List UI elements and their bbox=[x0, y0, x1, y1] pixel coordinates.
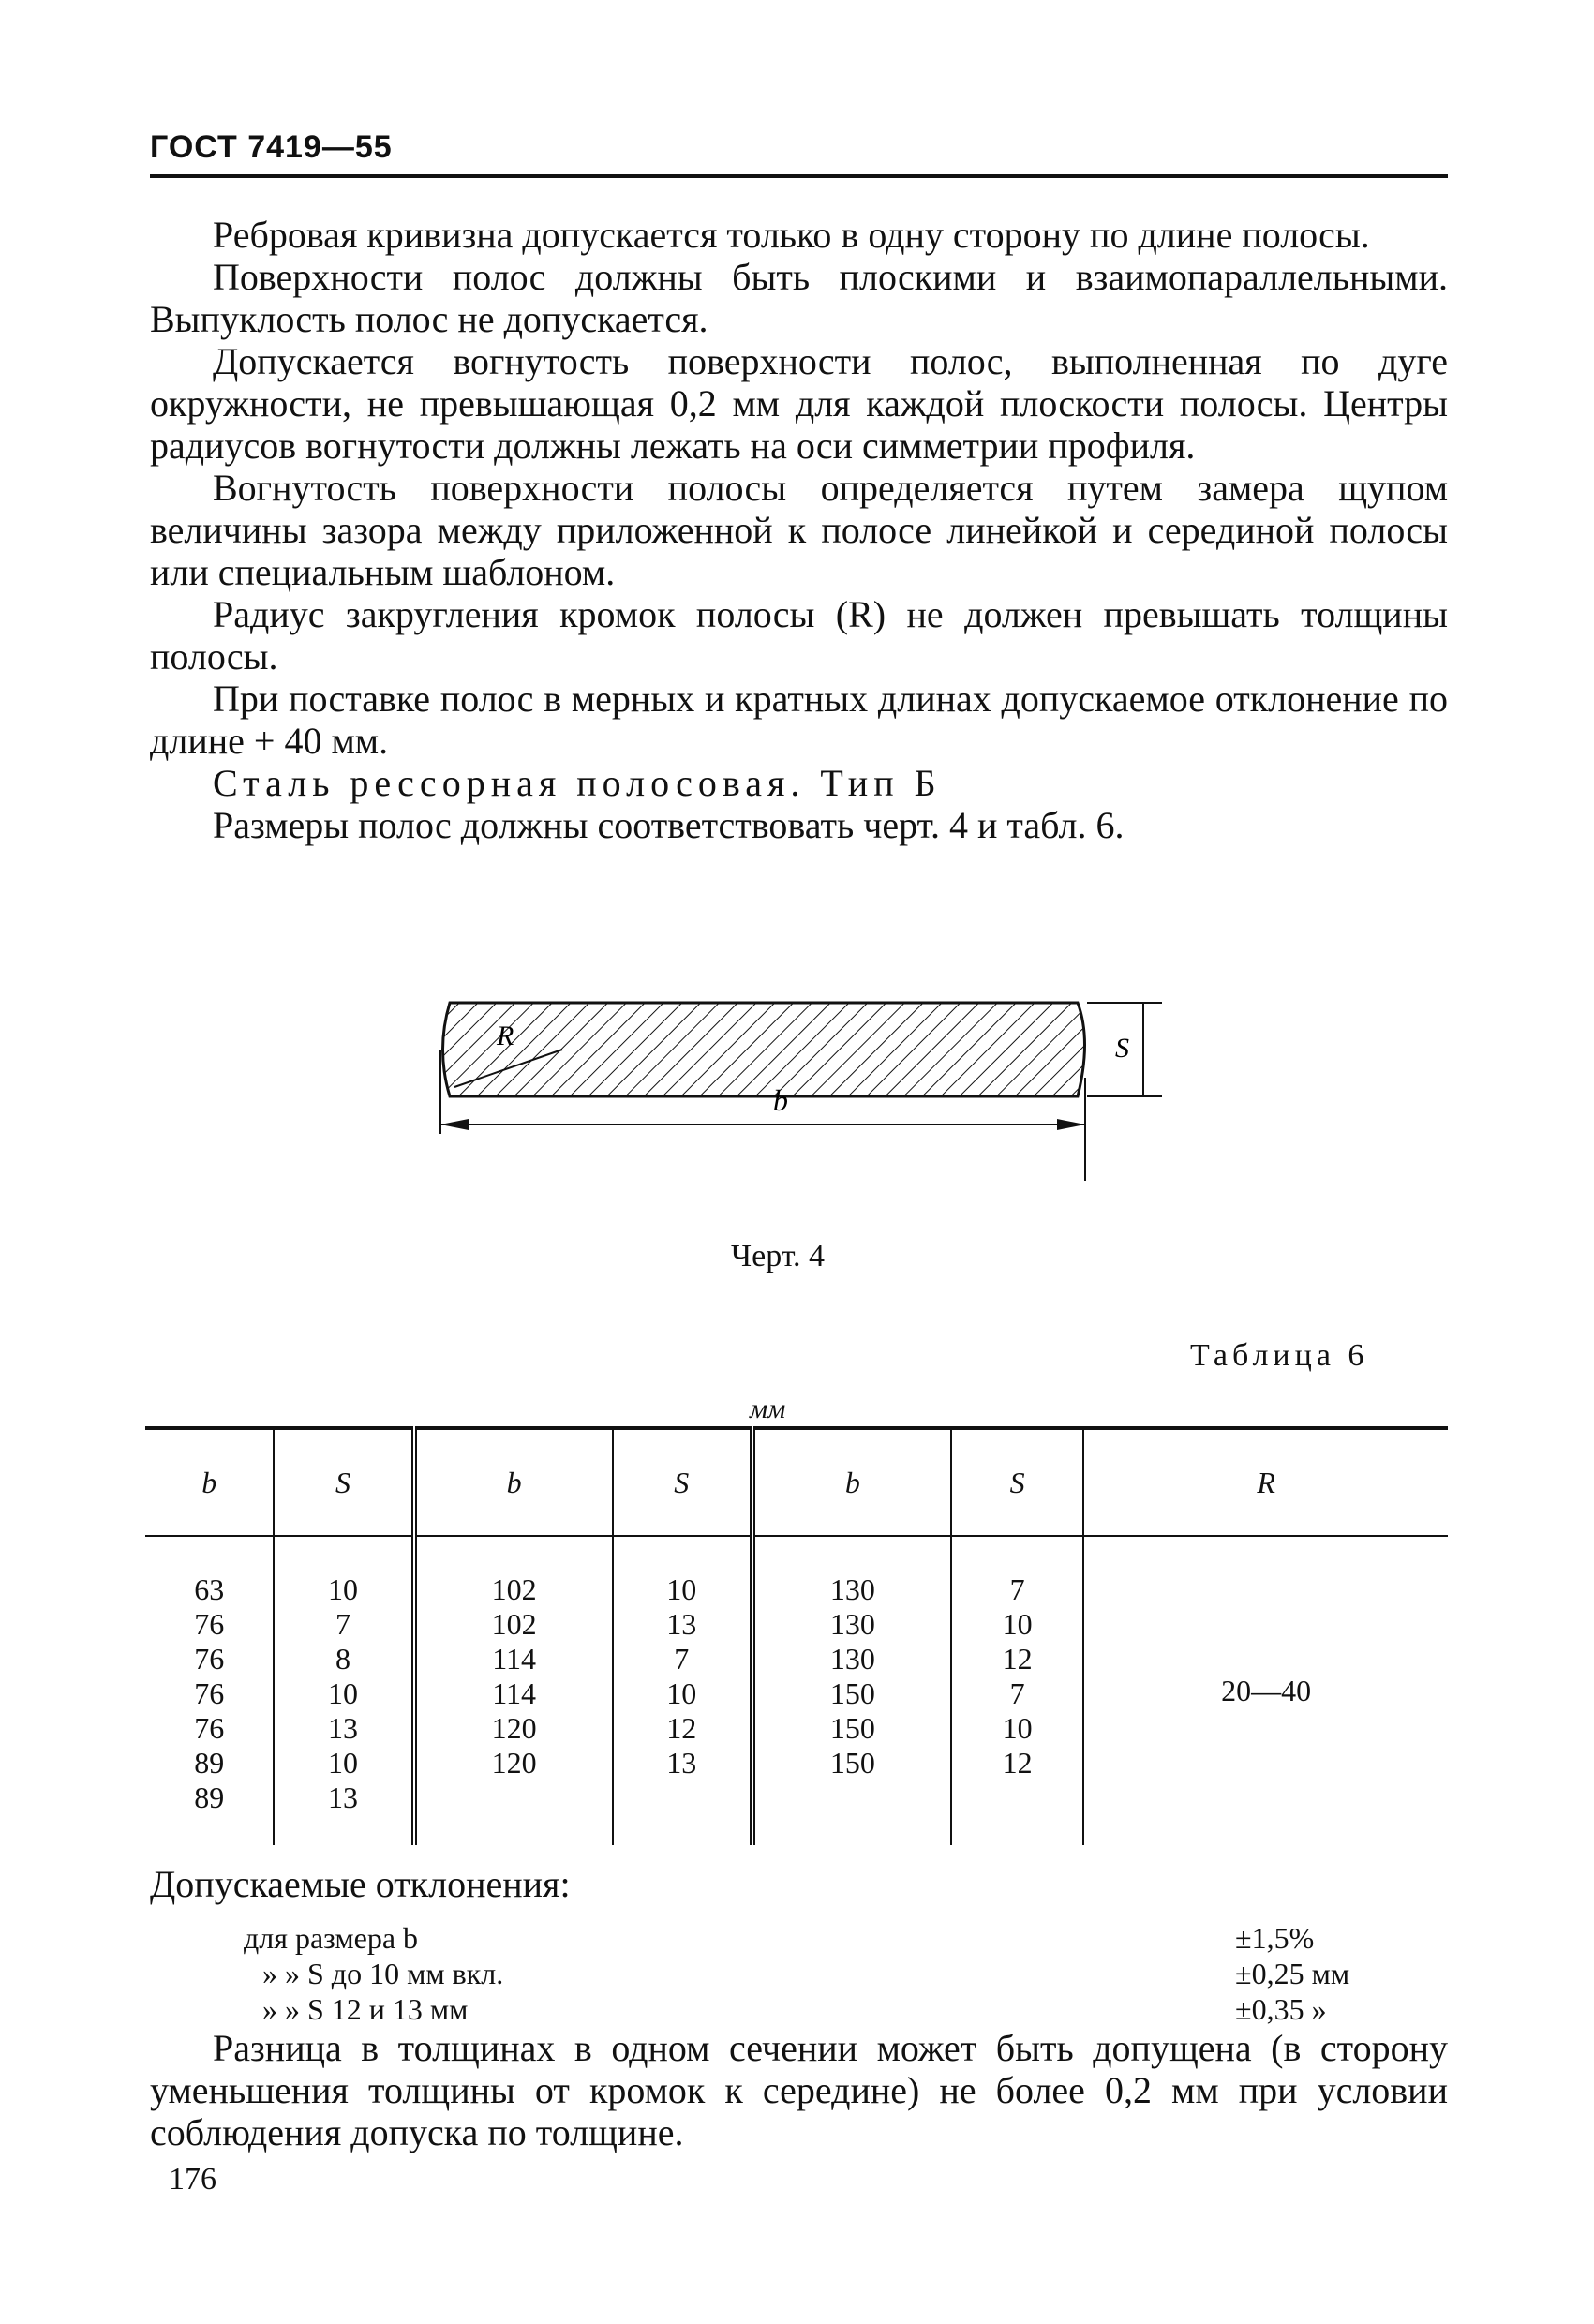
paragraph: Поверхности полос должны быть плоскими и взаимопараллельными. Выпуклость полос не допускается. bbox=[150, 256, 1448, 340]
table-cell: 130 130 130 150 150 150 bbox=[752, 1536, 951, 1845]
paragraph: Радиус закругления кромок полосы (R) не должен превышать толщины полосы. bbox=[150, 593, 1448, 678]
table-header-row bbox=[145, 1428, 1448, 1536]
table-cell: 63 76 76 76 76 89 89 bbox=[194, 1572, 225, 1814]
tolerances-title: Допускаемые отклонения: bbox=[150, 1863, 571, 1905]
strip-profile-drawing bbox=[431, 993, 1181, 1209]
header-cell: b bbox=[145, 1428, 274, 1536]
tolerance-value: ±0,25 мм bbox=[1235, 1957, 1350, 1990]
radius-label: R bbox=[497, 1020, 514, 1051]
table-cell: 20—40 bbox=[1083, 1536, 1448, 1845]
header-cell: R bbox=[1083, 1428, 1448, 1536]
thickness-label: S bbox=[1115, 1033, 1129, 1064]
dimensions-table bbox=[145, 1426, 1448, 1845]
section-text: Размеры полос должны соответствовать черт. 4 и табл. 6. bbox=[213, 804, 1125, 846]
paragraph: Ребровая кривизна допускается только в одну сторону по длине полосы. bbox=[213, 214, 1370, 256]
header-cell: S bbox=[274, 1428, 413, 1536]
table-cell: 7 10 12 7 10 12 bbox=[951, 1536, 1083, 1845]
section-title: Сталь рессорная полосовая. Тип Б bbox=[213, 762, 942, 804]
table-cell: 10 13 7 10 12 13 bbox=[613, 1536, 752, 1845]
document-header: ГОСТ 7419—55 bbox=[150, 129, 393, 165]
header-cell: b bbox=[752, 1428, 951, 1536]
tolerance-label: для размера b bbox=[244, 1921, 419, 1955]
header-cell: S bbox=[613, 1428, 752, 1536]
tolerance-label: » » S до 10 мм вкл. bbox=[262, 1957, 504, 1990]
body-text bbox=[150, 214, 1448, 846]
table-row bbox=[145, 1536, 1448, 1845]
table-title: Таблица 6 bbox=[1190, 1338, 1369, 1373]
tolerance-value: ±1,5% bbox=[1235, 1921, 1315, 1955]
paragraph: Вогнутость поверхности полосы определяется путем замера щупом величины зазора между приложенной к полосе линейкой и серединой полосы или специальным шаблоном. bbox=[150, 467, 1448, 593]
table-cell: 102 102 114 114 120 120 bbox=[414, 1536, 613, 1845]
header-cell: S bbox=[951, 1428, 1083, 1536]
table-cell: 10 7 8 10 13 10 13 bbox=[274, 1536, 413, 1845]
tolerance-label: » » S 12 и 13 мм bbox=[262, 1992, 469, 2026]
footer-paragraph: Разница в толщинах в одном сечении может быть допущена (в сторону уменьшения толщины от кромок к середине) не более 0,2 мм при условии соблюдения допуска по толщине. bbox=[150, 2027, 1448, 2153]
header-rule bbox=[150, 174, 1448, 178]
profile-section bbox=[443, 1003, 1085, 1096]
page-number: 176 bbox=[169, 2162, 216, 2197]
width-label: b bbox=[773, 1083, 788, 1117]
paragraph: При поставке полос в мерных и кратных длинах допускаемое отклонение по длине + 40 мм. bbox=[150, 678, 1448, 762]
table-unit: мм bbox=[750, 1393, 786, 1424]
header-cell: b bbox=[414, 1428, 613, 1536]
paragraph: Допускается вогнутость поверхности полос, выполненная по дуге окружности, не превышающая 0,2 мм для каждой плоскости полосы. Центры радиусов вогнутости должны лежать на оси симметрии профиля. bbox=[150, 340, 1448, 467]
tolerance-value: ±0,35 » bbox=[1235, 1992, 1327, 2026]
figure-caption: Черт. 4 bbox=[731, 1239, 826, 1274]
